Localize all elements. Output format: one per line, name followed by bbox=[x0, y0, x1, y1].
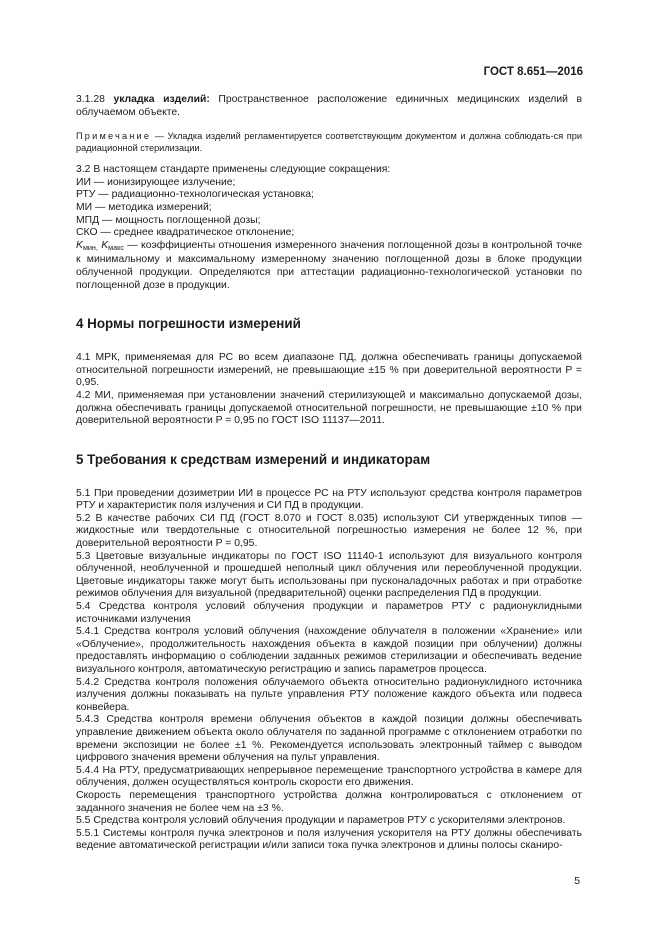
page-number: 5 bbox=[574, 876, 580, 887]
abbr-intro: 3.2 В настоящем стандарте применены следующие сокращения: bbox=[76, 164, 391, 176]
abbr-item: МПД — мощность поглощенной дозы; bbox=[76, 214, 261, 226]
abbr-item: РТУ — радиационно-технологическая установка; bbox=[76, 189, 314, 201]
paragraph-5-4: 5.4 Средства контроля условий облучения продукции и параметров РТУ с радионуклидными источниками излучения bbox=[76, 601, 582, 625]
paragraph-5-2: 5.2 В качестве рабочих СИ ПД (ГОСТ 8.070 и ГОСТ 8.035) используют СИ утвержденных типов — жидкостные или твердотельные с относительной погрешностью измерения не более 12 %, при доверительной вероятности P = 0,95. bbox=[76, 512, 582, 550]
paragraph-5-4-4: 5.4.4 На РТУ, предусматривающих непрерывное перемещение транспортного устройства в камере для облучения, должен осуществляться контроль скорости его движения. bbox=[76, 764, 582, 789]
abbr-item: ИИ — ионизирующее излучение; bbox=[76, 176, 236, 188]
clause-number: 3.1.28 bbox=[76, 94, 105, 105]
document-header: ГОСТ 8.651—2016 bbox=[483, 66, 583, 78]
section-5-heading: 5 Требования к средствам измерений и индикаторам bbox=[76, 451, 431, 467]
paragraph-5-5: 5.5 Средства контроля условий облучения продукции и параметров РТУ с ускорителями электронов. bbox=[76, 815, 566, 827]
note-label: Примечание bbox=[76, 131, 152, 142]
paragraph-5-4-2: 5.4.2 Средства контроля положения облучаемого объекта относительно радионуклидного источника излучения должны показывать на пульте управления РТУ положение каждого объекта или подвеса конвейера. bbox=[76, 676, 582, 713]
abbreviations-list bbox=[76, 164, 582, 292]
paragraph-5-3: 5.3 Цветовые визуальные индикаторы по ГОСТ ISO 11140-1 используют для визуального контроля облученной, необлученной и прошедшей неполный цикл облучения или переоблученной продукции. Цветовые индикаторы также могут быть использованы при пусконаладочных работах и при отработке режимов облучения для визуальной (предварительной) оценки распределения ПД в продукции. bbox=[76, 550, 582, 600]
term: укладка изделий: bbox=[113, 94, 210, 105]
abbr-k-coefficients: $K_{мин,}$ $K_{макс}$ — коэффициенты отношения измеренного значения поглощенной дозы в контрольной точке к минимальному и максимальному измеренному значению поглощенной дозы в блоке продукции облученной продукции. Определяются при аттестации радиационно-технологической установки по поглощенной дозе в продукции. bbox=[76, 239, 582, 291]
paragraph-5-4-4-cont: Скорость перемещения транспортного устройства должна контролироваться с отклонением от заданного значения не более чем на ±3 %. bbox=[76, 789, 582, 814]
section-4-heading: 4 Нормы погрешности измерений bbox=[76, 316, 301, 332]
abbr-item: МИ — методика измерений; bbox=[76, 201, 212, 213]
paragraph-5-5-1: 5.5.1 Системы контроля пучка электронов и поля излучения ускорителя на РТУ должны обеспечивать ведение автоматической регистрации и/или записи тока пучка электронов и длины полосы сканиро- bbox=[76, 827, 582, 852]
paragraph-5-4-1: 5.4.1 Средства контроля условий облучения (нахождение облучателя в положении «Хранение» или «Облучение», продолжительность нахождения объекта в каждой позиции при облучении) должны предоставлять информацию о соблюдении заданных режимов стерилизации и обеспечивать ведение визуального контроля, автоматическую регистрацию и запись параметров процесса. bbox=[76, 626, 582, 675]
paragraph-4-1: 4.1 МРК, применяемая для РС во всем диапазоне ПД, должна обеспечивать границы допускаемой относительной погрешности измерений, не превышающие ±15 % при доверительной вероятности P = 0,95. bbox=[76, 352, 583, 389]
paragraph-5-4-3: 5.4.3 Средства контроля времени облучения объектов в каждой позиции должны обеспечивать управление движением объекта около облучателя по заданной программе с отклонением отработки по времени экспозиции не более ±1 %. Рекомендуется использовать электронный таймер с выводом цифрового значения времени облучения на пульт управления. bbox=[76, 714, 582, 764]
definition-text: Пространственное расположение единичных медицинских изделий в облучаемом объекте. bbox=[76, 94, 582, 118]
note bbox=[76, 131, 582, 154]
note-text: — Укладка изделий регламентируется соответствующим документом и должна соблюдать-ся при радиационной стерилизации. bbox=[76, 131, 582, 153]
page-content bbox=[76, 94, 582, 853]
abbr-item: СКО — среднее квадратическое отклонение; bbox=[76, 227, 295, 239]
definition-3-1-28 bbox=[76, 94, 582, 119]
paragraph-5-1: 5.1 При проведении дозиметрии ИИ в процессе РС на РТУ используют средства контроля параметров РТУ и характеристик поля излучения и СИ ПД в продукции. bbox=[76, 487, 582, 512]
paragraph-4-2: 4.2 МИ, применяемая при установлении значений стерилизующей и максимально допускаемой дозы, должна обеспечивать границы допускаемой относительной погрешности, не превышающие ±10 % при доверительной вероятности P = 0,95 по ГОСТ ISO 11137—2011. bbox=[76, 389, 582, 427]
